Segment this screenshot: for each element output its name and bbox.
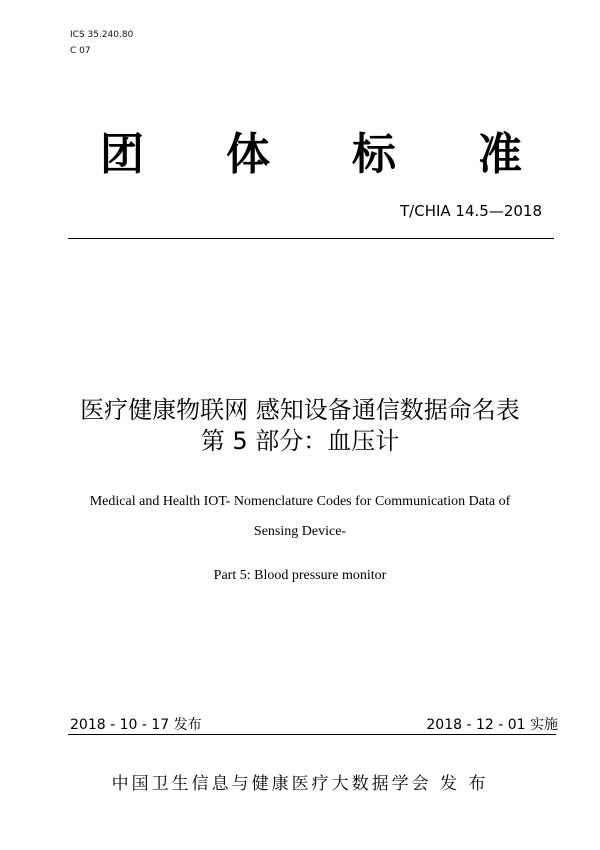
en-title-line2: Sensing Device- xyxy=(253,524,347,539)
title-char: 体 xyxy=(226,129,270,180)
ccs-code: C 07 xyxy=(70,46,91,56)
standard-type-title xyxy=(0,118,600,182)
standard-number: T/CHIA 14.5—2018 xyxy=(400,202,542,220)
header-divider xyxy=(68,238,554,239)
publisher: 中国卫生信息与健康医疗大数据学会 发 布 xyxy=(111,774,489,794)
footer-divider xyxy=(68,734,556,735)
implement-date: 2018 - 12 - 01 实施 xyxy=(426,717,558,733)
en-title-line1: Medical and Health IOT- Nomenclature Codes for Communication Data of xyxy=(89,494,511,509)
cn-title-line2: 第 5 部分：血压计 xyxy=(200,427,400,455)
cn-title-line1: 医疗健康物联网 感知设备通信数据命名表 xyxy=(80,396,520,424)
title-char: 标 xyxy=(352,129,396,180)
title-char: 团 xyxy=(100,129,144,180)
ics-code: ICS 35.240.80 xyxy=(70,30,134,40)
title-char: 准 xyxy=(478,129,522,180)
issue-date: 2018 - 10 - 17 发布 xyxy=(70,717,202,733)
en-title-line3: Part 5: Blood pressure monitor xyxy=(213,568,387,583)
